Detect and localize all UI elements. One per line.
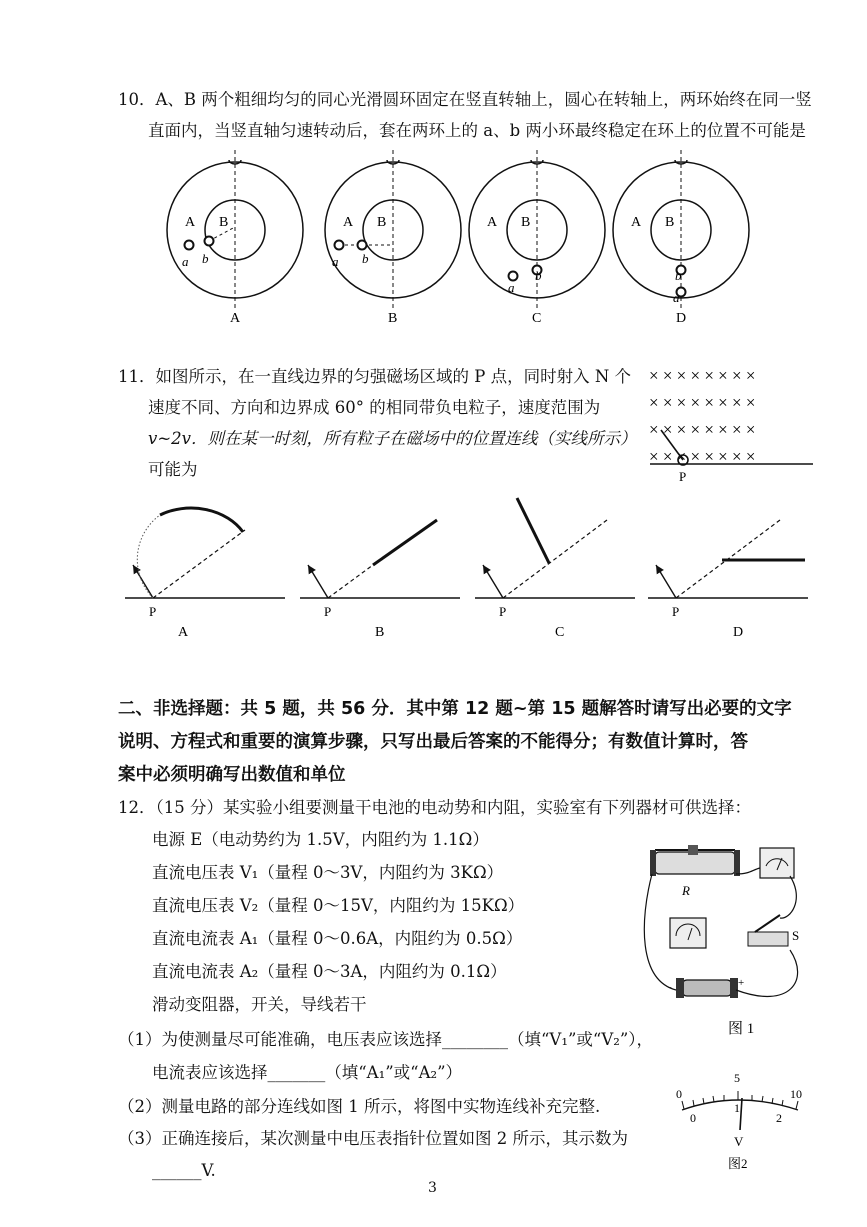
q11-line1: 11．如图所示，在一直线边界的匀强磁场区域的 P 点，同时射入 N 个 bbox=[118, 367, 632, 386]
field-row-1: × × × × × × × × bbox=[649, 366, 756, 385]
q12-item-v2: 直流电压表 V₂（量程 0～15V，内阻约为 15KΩ） bbox=[152, 896, 525, 915]
q12-item-a1: 直流电流表 A₁（量程 0～0.6A，内阻约为 0.5Ω） bbox=[152, 929, 523, 948]
small-ring-b bbox=[205, 237, 214, 246]
small-b-label: b bbox=[675, 268, 682, 283]
q11-option-a bbox=[125, 508, 285, 640]
q11-option-c bbox=[475, 498, 635, 640]
q11-options bbox=[115, 490, 835, 650]
q10-option-label: D bbox=[676, 311, 687, 326]
rheostat-label: R bbox=[682, 883, 690, 898]
outer-ring-label: A bbox=[487, 215, 498, 230]
q11-c-label: C bbox=[555, 625, 565, 640]
voltmeter bbox=[670, 918, 706, 948]
switch bbox=[748, 915, 799, 946]
q12-intro: 12．（15 分）某实验小组要测量干电池的电动势和内阻，实验室有下列器材可供选择： bbox=[118, 798, 751, 817]
small-a-label: a bbox=[332, 254, 339, 269]
q11-c-point: P bbox=[499, 604, 507, 619]
q12-figure-1 bbox=[640, 840, 840, 1040]
fig1-caption: 图 1 bbox=[728, 1021, 755, 1037]
small-b-label: b bbox=[535, 268, 542, 283]
q11-d-point: P bbox=[672, 604, 680, 619]
scale-bottom-1: 1 bbox=[734, 1101, 740, 1115]
q10-line1: 10．A、B 两个粗细均匀的同心光滑圆环固定在竖直转轴上，圆心在转轴上，两环始终在同一竖 bbox=[118, 90, 812, 109]
section2-line2: 说明、方程式和重要的演算步骤，只写出最后答案的不能得分；有数值计算时，答 bbox=[118, 732, 748, 752]
page-number: 3 bbox=[428, 1180, 437, 1196]
q12-item-a2: 直流电流表 A₂（量程 0～3A，内阻约为 0.1Ω） bbox=[152, 962, 507, 981]
section2-line3: 案中必须明确写出数值和单位 bbox=[118, 765, 346, 785]
q12-item-source: 电源 E（电动势约为 1.5V，内阻约为 1.1Ω） bbox=[152, 830, 489, 849]
battery bbox=[668, 977, 744, 998]
inner-ring-label: B bbox=[219, 215, 229, 230]
q12-sub2: （2）测量电路的部分连线如图 1 所示，将图中实物连线补充完整. bbox=[118, 1097, 601, 1116]
q10-option-label: B bbox=[388, 311, 398, 326]
q10-option-label: C bbox=[532, 311, 542, 326]
q10-option-label: A bbox=[230, 311, 241, 326]
outer-ring-label: A bbox=[185, 215, 196, 230]
field-row-3: × × × × × × × × bbox=[649, 420, 756, 439]
small-ring-b bbox=[358, 241, 367, 250]
battery-minus: - bbox=[668, 981, 672, 993]
q11-line3: v~2v．则在某一时刻，所有粒子在磁场中的位置连线（实线所示） bbox=[148, 429, 637, 448]
scale-bottom-0: 0 bbox=[690, 1111, 696, 1125]
outer-ring-label: A bbox=[631, 215, 642, 230]
meter-unit: V bbox=[734, 1134, 744, 1149]
outer-ring-label: A bbox=[343, 215, 354, 230]
scale-top-0: 0 bbox=[676, 1087, 682, 1101]
small-a-label: a bbox=[508, 280, 515, 295]
q10-line2: 直面内，当竖直轴匀速转动后，套在两环上的 a、b 两小环最终稳定在环上的位置不可能是 bbox=[148, 121, 806, 140]
small-a-label: a bbox=[182, 254, 189, 269]
battery-plus: + bbox=[738, 977, 745, 989]
scale-top-5: 5 bbox=[734, 1071, 740, 1085]
inner-ring-label: B bbox=[521, 215, 531, 230]
small-ring-a bbox=[185, 241, 194, 250]
q12-sub3-line2: ______V. bbox=[152, 1161, 216, 1180]
q12-sub1-line2: 电流表应该选择_______（填“A₁”或“A₂”） bbox=[152, 1063, 463, 1082]
q11-b-point: P bbox=[324, 604, 332, 619]
q11-a-point: P bbox=[149, 604, 157, 619]
q12-sub3-line1: （3）正确连接后，某次测量中电压表指针位置如图 2 所示，其示数为 bbox=[118, 1129, 628, 1148]
q11-option-b bbox=[300, 520, 460, 640]
small-b-label: b bbox=[362, 251, 369, 266]
fig2-caption: 图2 bbox=[728, 1156, 748, 1171]
switch-label: S bbox=[792, 928, 800, 943]
ammeter bbox=[760, 848, 794, 878]
inner-ring-label: B bbox=[377, 215, 387, 230]
q11-b-label: B bbox=[375, 625, 385, 640]
q11-field-figure bbox=[645, 360, 820, 485]
meter-needle bbox=[740, 1098, 742, 1130]
q12-sub1-line1: （1）为使测量尽可能准确，电压表应该选择________（填“V₁”或“V₂”）， bbox=[118, 1030, 654, 1049]
section2-line1: 二、非选择题：共 5 题，共 56 分．其中第 12 题~第 15 题解答时请写出必要的文字 bbox=[118, 699, 792, 719]
q11-line4: 可能为 bbox=[148, 460, 198, 479]
field-row-2: × × × × × × × × bbox=[649, 393, 756, 412]
q11-a-label: A bbox=[178, 625, 189, 640]
field-row-4: × × × × × × × × bbox=[649, 447, 756, 466]
q11-line2: 速度不同、方向和边界成 60° 的相同带负电粒子，速度范围为 bbox=[148, 398, 601, 417]
q12-figure-2 bbox=[670, 1068, 820, 1178]
q12-item-misc: 滑动变阻器，开关，导线若干 bbox=[152, 995, 367, 1014]
small-b-label: b bbox=[202, 251, 209, 266]
small-ring-a bbox=[335, 241, 344, 250]
q12-item-v1: 直流电压表 V₁（量程 0～3V，内阻约为 3KΩ） bbox=[152, 863, 504, 882]
q10-figures bbox=[140, 150, 840, 330]
small-a-label: a bbox=[673, 290, 680, 305]
scale-top-10: 10 bbox=[790, 1087, 802, 1101]
field-point-label: P bbox=[679, 469, 687, 484]
inner-ring-label: B bbox=[665, 215, 675, 230]
q11-d-label: D bbox=[733, 625, 744, 640]
scale-bottom-2: 2 bbox=[776, 1111, 782, 1125]
rheostat bbox=[650, 845, 740, 898]
q11-option-d bbox=[648, 520, 808, 640]
